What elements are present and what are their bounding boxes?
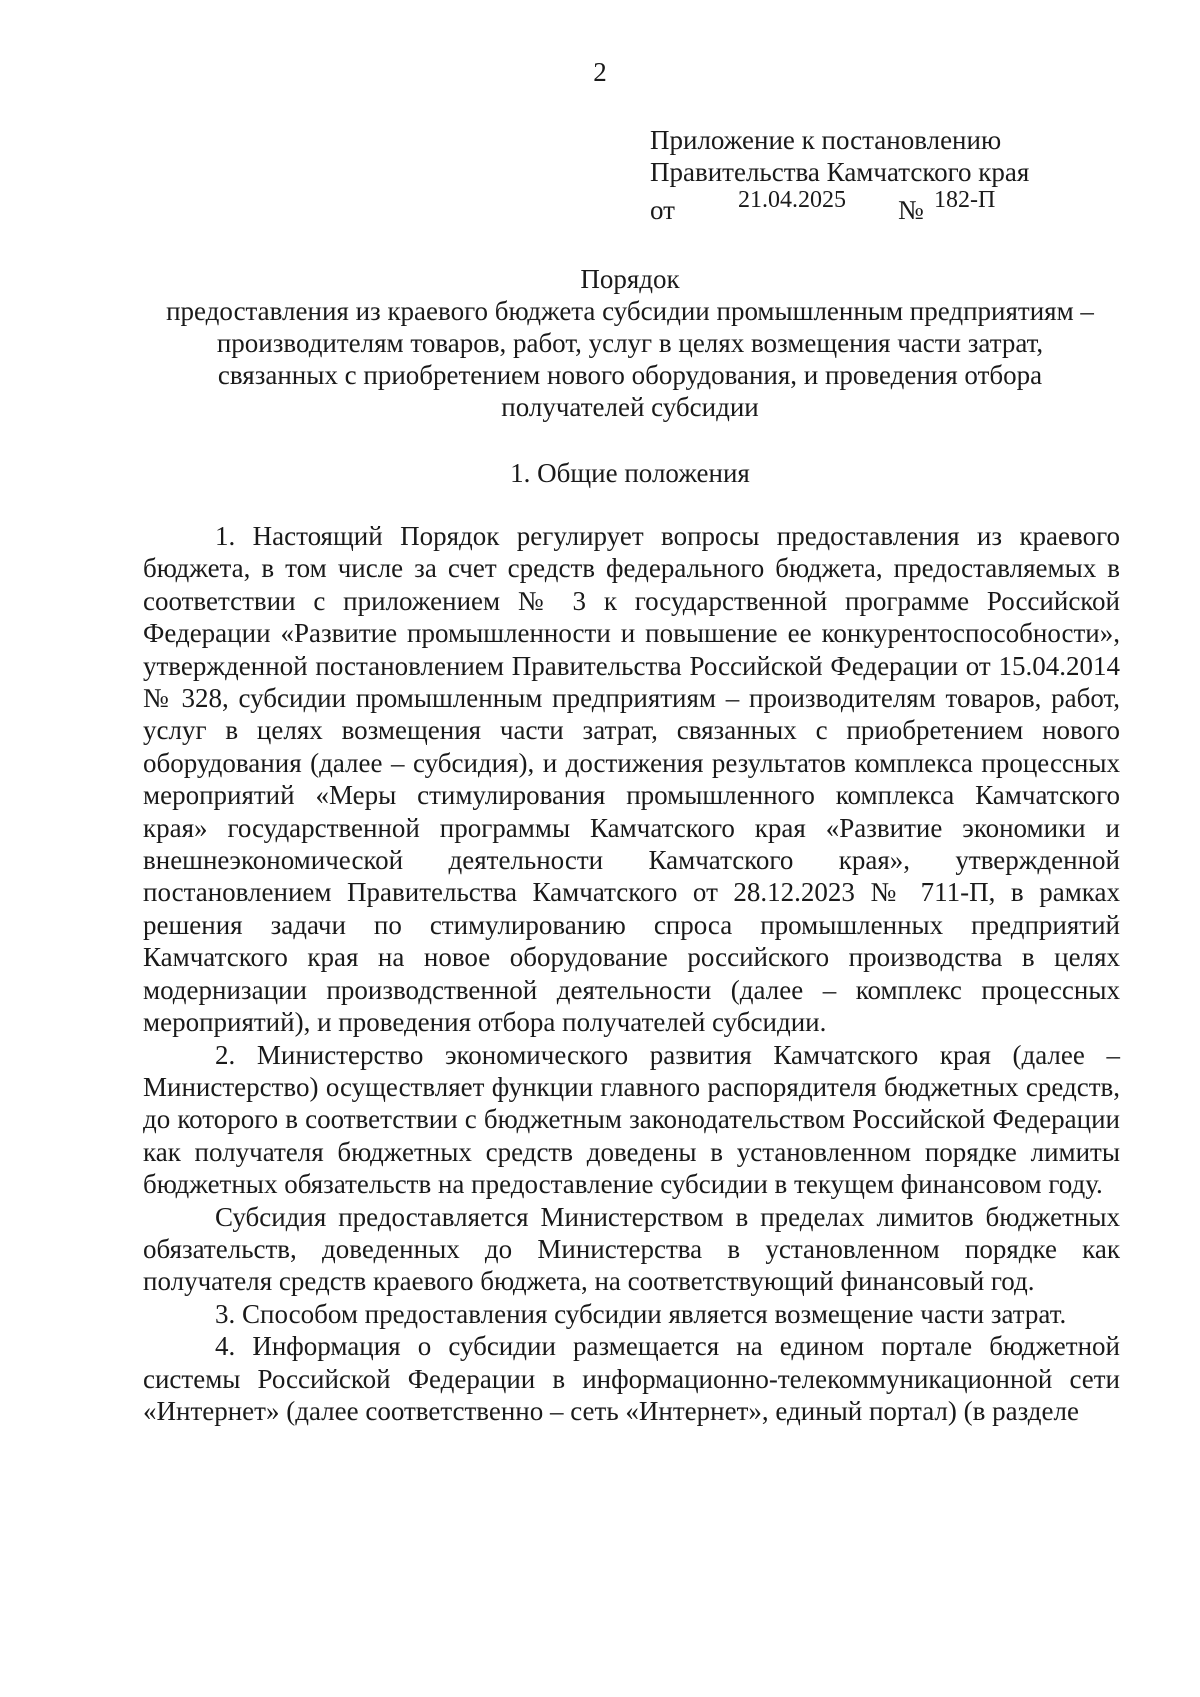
appendix-line-2: Правительства Камчатского края	[650, 157, 1030, 187]
appendix-line-1: Приложение к постановлению	[650, 125, 1002, 155]
page-number: 2	[593, 57, 607, 87]
paragraph-3: 3. Способом предоставления субсидии является возмещение части затрат.	[215, 1298, 1067, 1329]
title-line-1: Порядок	[580, 264, 680, 294]
appendix-date-line	[650, 187, 1150, 225]
body-text	[143, 520, 1120, 1427]
paragraph-1: 1. Настоящий Порядок регулирует вопросы предоставления из краевого бюджета, в том числе за счет средств федерального бюджета, предоставляемых в соответствии с приложением № 3 к государственной программе Российской Федерации «Развитие промышленности и повышение ее конкурентоспособности», утвержденной постановлением Правительства Российской Федерации от 15.04.2014 № 328, субсидии промышленным предприятиям – производителям товаров, работ, услуг в целях возмещения части затрат, связанных с приобретением нового оборудования (далее – субсидия), и достижения результатов комплекса процессных мероприятий «Меры стимулирования промышленного комплекса Камчатского края» государственной программы Камчатского края «Развитие экономики и внешнеэкономической деятельности Камчатского края», утвержденной постановлением Правительства Камчатского от 28.12.2023 № 711-П, в рамках решения задачи по стимулированию спроса промышленных предприятий Камчатского края на новое оборудование российского производства в целях модернизации производственной деятельности (далее – комплекс процессных мероприятий), и проведения отбора получателей субсидии.	[143, 521, 1120, 1038]
document-title	[140, 263, 1120, 423]
title-line-5: получателей субсидии	[501, 392, 759, 422]
resolution-date: 21.04.2025	[738, 187, 846, 213]
paragraph-2-continued: Субсидия предоставляется Министерством в пределах лимитов бюджетных обязательств, доведенных до Министерства в установленном порядке как получателя средств краевого бюджета, на соответствующий финансовый год.	[143, 1201, 1120, 1297]
resolution-number: 182-П	[934, 187, 996, 213]
title-line-2: предоставления из краевого бюджета субсидии промышленным предприятиям –	[166, 296, 1094, 326]
section-heading: 1. Общие положения	[510, 458, 750, 488]
title-line-4: связанных с приобретением нового оборудования, и проведения отбора	[217, 360, 1043, 390]
number-sign: №	[898, 195, 924, 225]
paragraph-4: 4. Информация о субсидии размещается на едином портале бюджетной системы Российской Федерации в информационно-телекоммуникационной сети «Интернет» (далее соответственно – сеть «Интернет», единый портал) (в разделе	[143, 1331, 1120, 1426]
appendix-block	[650, 124, 1150, 225]
title-line-3: производителям товаров, работ, услуг в целях возмещения части затрат,	[216, 328, 1044, 358]
from-label: от	[650, 195, 675, 225]
paragraph-2: 2. Министерство экономического развития Камчатского края (далее – Министерство) осуществляет функции главного распорядителя бюджетных средств, до которого в соответствии с бюджетным законодательством Российской Федерации как получателя бюджетных средств доведены в установленном порядке лимиты бюджетных обязательств на предоставление субсидии в текущем финансовом году.	[143, 1039, 1120, 1200]
